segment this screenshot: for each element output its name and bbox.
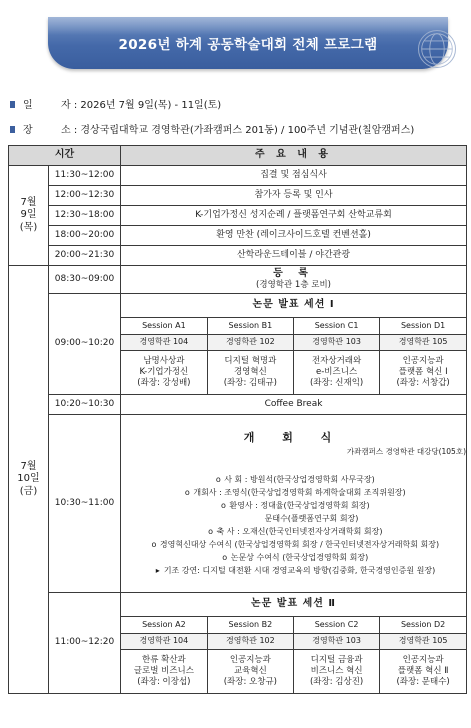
session-room: 경영학관 105 [380,334,466,350]
session-name: Session B1 [207,318,293,334]
session-topic: 한류 확산과 글로벌 비즈니스 (좌장: 이장섭) [121,649,207,693]
session-topic: 인공지능과 교육혁신 (좌장: 오창규) [207,649,293,693]
event-venue: 경상국립대학교 경영학관(가좌캠퍼스 201동) / 100주년 기념관(칠암캠퍼스) [80,125,415,136]
title-banner [48,17,448,69]
session-name: Session B2 [207,617,293,633]
session-room: 경영학관 105 [380,633,466,649]
day2-label: 7월 10일 (금) [9,266,49,694]
time-cell: 08:30~09:00 [49,266,121,294]
session1-cell [121,294,467,395]
time-cell: 09:00~10:20 [49,294,121,395]
session2-title: 논문 발표 세션 Ⅱ [121,593,466,617]
header-time: 시간 [9,146,121,166]
header-content: 주 요 내 용 [121,146,467,166]
session-name: Session D2 [380,617,466,633]
schedule-table [8,145,467,694]
session-name: Session A2 [121,617,207,633]
bullet-icon [10,126,15,133]
session-room: 경영학관 104 [121,633,207,649]
time-cell: 11:30~12:00 [49,166,121,186]
content-cell: 집결 및 점심식사 [121,166,467,186]
event-date: 2026년 7월 9일(목) - 11일(토) [80,100,222,111]
opening-ceremony-cell [121,415,467,593]
content-cell: K-기업가정신 성지순례 / 플랫폼연구회 산학교류회 [121,206,467,226]
list-item: 문태수(플랫폼연구회 회장) [264,514,359,524]
list-item: o 사 회 : 방원석(한국상업경영학회 사무국장) [215,475,375,485]
session-name: Session C2 [293,617,379,633]
date-line: 일 자 : 2026년 7월 9일(목) - 11일(토) [10,96,221,111]
session-room: 경영학관 102 [207,633,293,649]
session2-grid [121,617,466,693]
time-cell: 12:00~12:30 [49,186,121,206]
bullet-icon [10,101,15,108]
time-cell: 20:00~21:30 [49,246,121,266]
content-cell: 산학라운드테이블 / 야간관광 [121,246,467,266]
time-cell: 18:00~20:00 [49,226,121,246]
session-topic: 남명사상과 K-기업가정신 (좌장: 강성배) [121,350,207,394]
session-name: Session C1 [293,318,379,334]
content-cell: 환영 만찬 (레이크사이드호텔 컨벤션홀) [121,226,467,246]
session-room: 경영학관 102 [207,334,293,350]
session1-grid [121,318,466,394]
session2-cell [121,593,467,694]
ceremony-venue: 가좌캠퍼스 경영학관 대강당(105호) [346,446,466,456]
session-name: Session A1 [121,318,207,334]
time-cell: 10:20~10:30 [49,395,121,415]
ceremony-title: 개 회 식 [243,431,344,445]
list-item: o 축 사 : 오재신(한국인터넷전자상거래학회 회장) [208,527,383,537]
session-room: 경영학관 104 [121,334,207,350]
session1-title: 논문 발표 세션 Ⅰ [121,294,466,318]
session-room: 경영학관 103 [293,633,379,649]
time-cell: 12:30~18:00 [49,206,121,226]
globe-icon [418,30,456,68]
day1-label: 7월 9일 (목) [9,166,49,266]
session-topic: 디지털 혁명과 경영혁신 (좌장: 김태규) [207,350,293,394]
time-cell: 10:30~11:00 [49,415,121,593]
page-title: 2026년 하계 공동학술대회 전체 프로그램 [118,37,378,53]
coffee-break-cell: Coffee Break [121,395,467,415]
session-topic: 전자상거래와 e-비즈니스 (좌장: 신재익) [293,350,379,394]
session-topic: 인공지능과 플랫폼 혁신 Ⅱ (좌장: 문태수) [380,649,466,693]
list-item: o 개회사 : 조영식(한국상업경영학회 하계학술대회 조직위원장) [184,488,406,498]
list-item: o 환영사 : 정대율(한국상업경영학회 회장) [220,501,370,511]
venue-line: 장 소 : 경상국립대학교 경영학관(가좌캠퍼스 201동) / 100주년 기념관(칠암캠퍼스) [10,121,414,136]
session-room: 경영학관 103 [293,334,379,350]
session-topic: 인공지능과 플랫폼 혁신 Ⅰ (좌장: 서창갑) [380,350,466,394]
list-item: o 경영혁신대상 수여식 (한국상업경영학회 회장 / 한국인터넷전자상거래학회 회장) [151,540,440,550]
session-name: Session D1 [380,318,466,334]
registration-cell: 등 록 (경영학관 1층 로비) [121,266,467,294]
list-item: o 논문상 수여식 (한국상업경영학회 회장) [222,552,369,562]
content-cell: 참가자 등록 및 인사 [121,186,467,206]
time-cell: 11:00~12:20 [49,593,121,694]
ceremony-list [121,474,466,578]
list-item: ▸ 기조 강연: 디지털 대전환 시대 경영교육의 방향(김중화, 한국경영인증원 원장) [155,565,436,575]
session-topic: 디지털 금융과 비즈니스 혁신 (좌장: 김상진) [293,649,379,693]
